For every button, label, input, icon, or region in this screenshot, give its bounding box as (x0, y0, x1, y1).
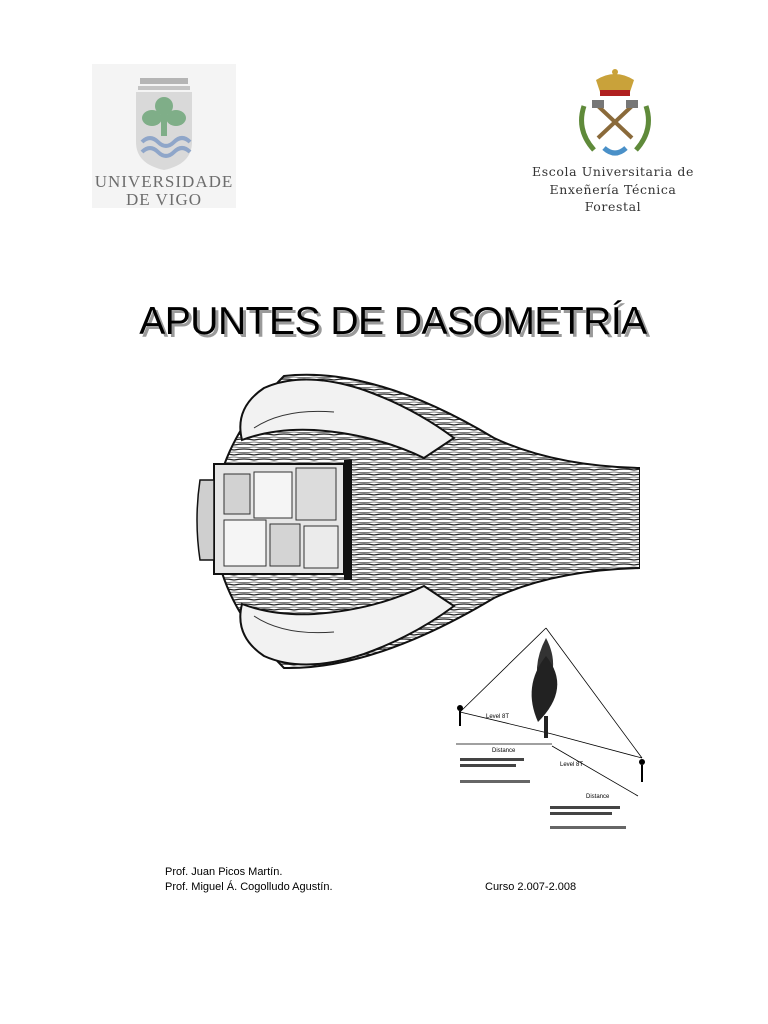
person-left-icon (457, 705, 463, 726)
university-name-line1: UNIVERSIDADE (94, 172, 234, 191)
forestry-crest-icon (574, 66, 656, 162)
label-distance-top: Distance (492, 748, 516, 754)
school-name-line1: Escola Universitaria de (532, 164, 694, 179)
clinometer-height-diagram (452, 626, 654, 836)
label-level-top: Level 8T (486, 714, 510, 720)
author-1: Prof. Juan Picos Martín. (165, 866, 283, 878)
formula-block-left (460, 758, 530, 783)
label-level-right: Level 8T (560, 762, 584, 768)
school-name-line3: Forestal (584, 199, 642, 214)
formula-block-right (550, 806, 626, 829)
person-right-icon (639, 759, 645, 782)
document-title: APUNTES DE DASOMETRÍA (139, 300, 647, 343)
school-name-line2: Enxeñería Técnica (549, 182, 677, 197)
course-year: Curso 2.007-2.008 (485, 881, 577, 893)
trefoil-crest-icon (130, 72, 198, 172)
label-distance-right: Distance (586, 794, 610, 800)
university-name-line2: DE VIGO (125, 190, 203, 209)
university-logo (92, 64, 236, 208)
author-2: Prof. Miguel Á. Cogolludo Agustín. (165, 881, 333, 893)
